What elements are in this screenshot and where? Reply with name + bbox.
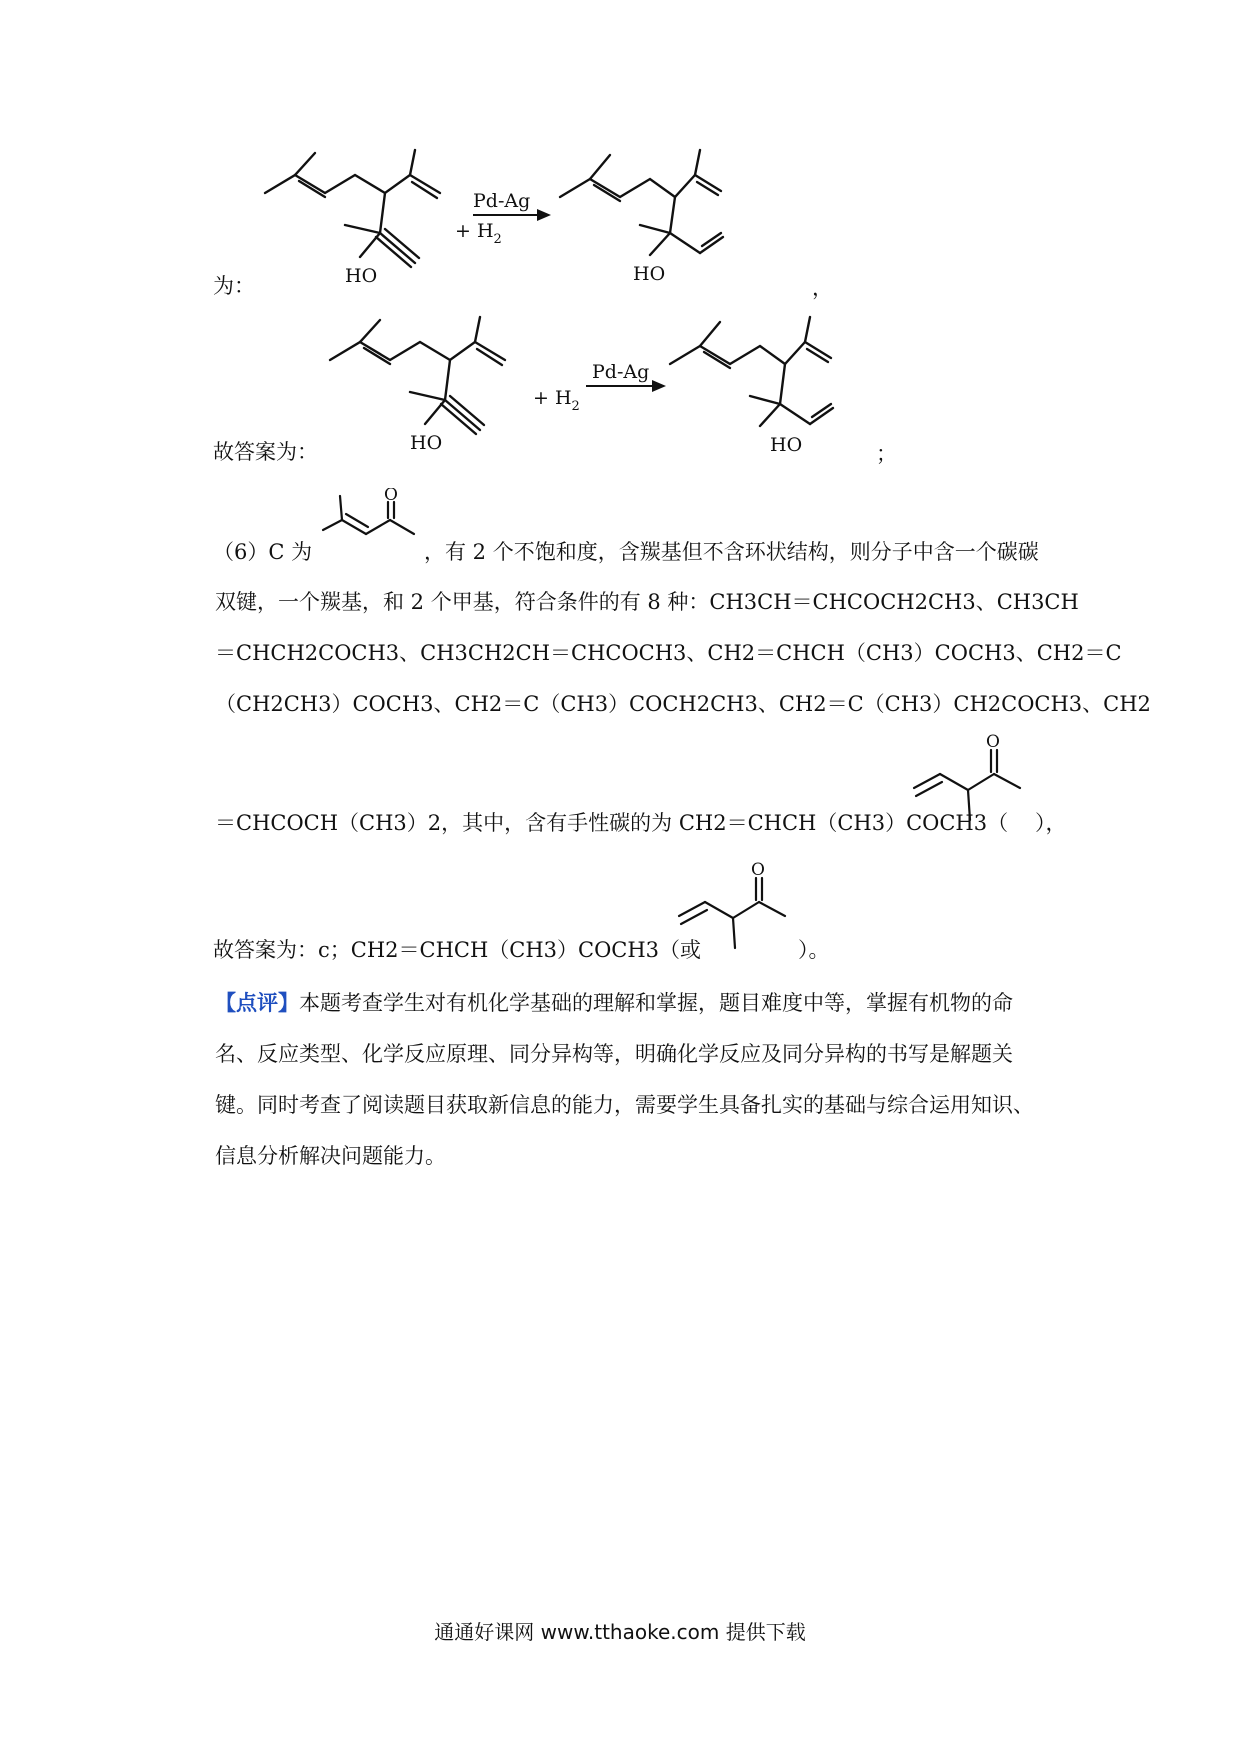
answer-prefix: 故答案为： [213,440,318,464]
reaction-scheme-2 [320,312,880,472]
review-heading: 【点评】 [215,990,299,1015]
reaction-prefix: 为： [213,274,255,298]
answer-catalyst-label: Pd-Ag [592,361,650,383]
section6-line1: ，有 2 个不饱和度，含羰基但不含环状结构，则分子中含一个碳碳 [424,540,1039,564]
hydroxyl-label: HO [345,265,378,287]
answer-trail: ； [876,442,897,466]
section6-intro: （6）C 为 [213,540,313,564]
product-hydroxyl-label: HO [633,263,666,285]
answer-hydroxyl-label: HO [410,432,443,454]
hydrogen-reagent: + $H_2$ [455,220,502,247]
reaction-scheme-1 [255,145,815,305]
chiral-isomer-structure-1 [910,730,1030,830]
chiral-oxygen-label-1: O [986,732,1000,752]
review-line1: 【点评】本题考查学生对有机化学基础的理解和掌握，题目难度中等，掌握有机物的命 [215,990,1013,1015]
carbonyl-oxygen-label: O [384,488,398,505]
chiral-isomer-structure-2 [675,858,795,958]
reaction-trail: ， [812,276,833,300]
chiral-oxygen-label-2: O [751,860,765,880]
section6-line3: ＝CHCH2COCH3、CH3CH2CH＝CHCOCH3、CH2＝CHCH（CH3）COCH3、CH2＝C [215,641,1122,665]
review-section [215,977,1055,1182]
product-molecule [560,150,723,255]
answer-product-molecule [670,317,833,426]
reactant-molecule [265,150,440,267]
section6-answer: 故答案为：c；CH2＝CHCH（CH3）COCH3（或 [213,938,702,962]
section6-line2: 双键，一个羰基，和 2 个甲基，符合条件的有 8 种：CH3CH＝CHCOCH2CH3、CH3CH [215,590,1079,614]
catalyst-label: Pd-Ag [473,190,531,212]
answer-hydrogen-reagent: + $H_2$ [533,387,580,414]
section6-body [215,577,1151,730]
answer-product-hydroxyl-label: HO [770,434,803,456]
answer-reactant-molecule [330,317,505,434]
compound-c-structure [318,488,423,560]
section6-answer-end: ）。 [798,938,830,962]
section6-line5-end: ）， [1035,811,1067,835]
review-line3: 键。同时考查了阅读题目获取新信息的能力，需要学生具备扎实的基础与综合运用知识、 [215,1093,1034,1117]
section6-line4: （CH2CH3）COCH3、CH2＝C（CH3）COCH2CH3、CH2＝C（CH3）CH2COCH3、CH2 [215,692,1151,716]
review-line4: 信息分析解决问题能力。 [215,1144,446,1168]
page-footer: 通通好课网 www.tthaoke.com 提供下载 [434,1620,806,1644]
section6-line5: ＝CHCOCH（CH3）2，其中，含有手性碳的为 CH2＝CHCH（CH3）COCH3（ [215,811,1009,835]
review-line2: 名、反应类型、化学反应原理、同分异构等，明确化学反应及同分异构的书写是解题关 [215,1042,1013,1066]
